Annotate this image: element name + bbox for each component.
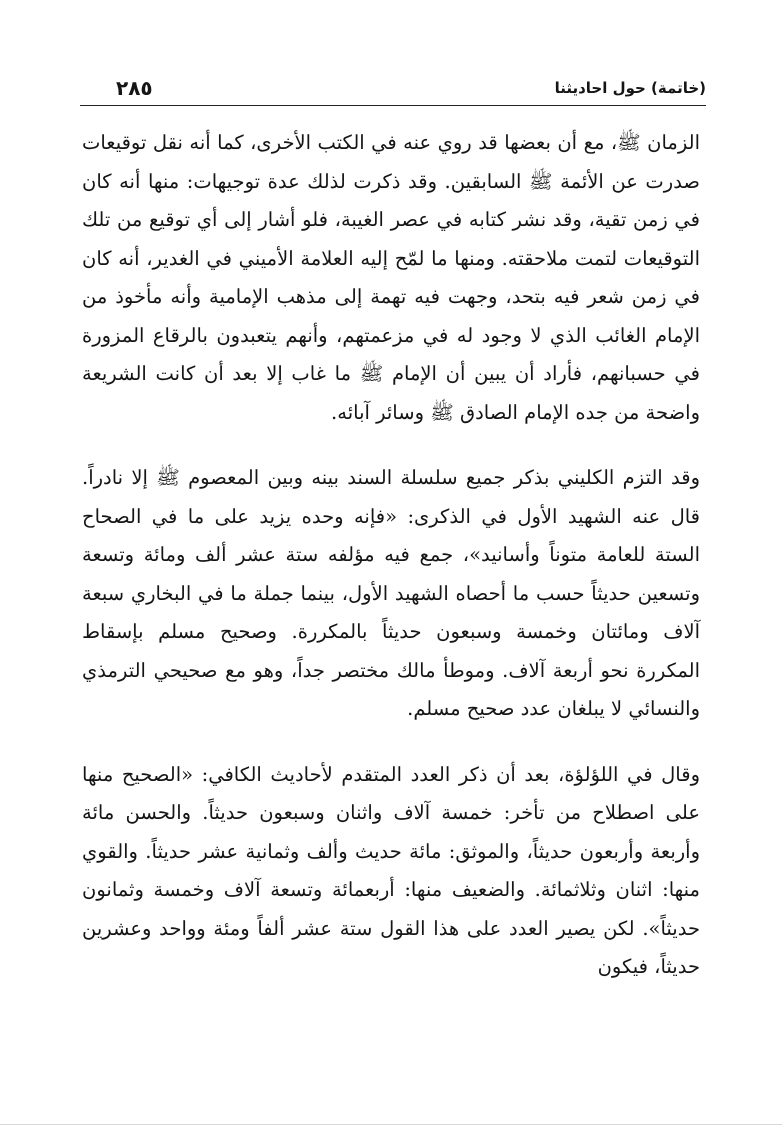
paragraph-2: وقد التزم الكليني بذكر جميع سلسلة السند بينه وبين المعصوم ﷺ إلا نادراً. قال عنه الشهيد الأول في الذكرى: «فإنه وحده يزيد على ما في الصحاح الستة للعامة متوناً وأسانيد»، جمع فيه مؤلفه ستة عشر ألف ومائة وتسعة وتسعين حديثاً حسب ما أحصاه الشهيد الأول، بينما جملة ما في البخاري سبعة آلاف ومائتان وخمسة وسبعون حديثاً بالمكررة. وصحيح مسلم بإسقاط المكررة نحو أربعة آلاف. وموطأ مالك مختصر جداً، وهو مع صحيحي الترمذي والنسائي لا يبلغان عدد صحيح مسلم. [82,466,700,720]
paragraph-1: الزمان ﷺ، مع أن بعضها قد روي عنه في الكتب الأخرى، كما أنه نقل توقيعات صدرت عن الأئمة ﷺ السابقين. وقد ذكرت لذلك عدة توجيهات: منها أنه كان في زمن تقية، وقد نشر كتابه في عصر الغيبة، فلو أشار إلى أي توقيع من تلك التوقيعات لتمت ملاحقته. ومنها ما لمّح إليه العلامة الأميني في الغدير، أنه كان في زمن شعر فيه بتحد، وجهت فيه تهمة إلى مذهب الإمامية وأنه مأخوذ من الإمام الغائب الذي لا وجود له في مزعمتهم، وأنهم يتعبدون بالرقاع المزورة في حسبانهم، فأراد أن يبين أن الإمام ﷺ ما غاب إلا بعد أن كانت الشريعة واضحة من جده الإمام الصادق ﷺ وسائر آبائه. [82,131,700,424]
page-number: ٢٨٥ [116,76,153,100]
running-title: (خاتمة) حول احاديثنا [554,79,706,97]
header-divider [80,105,706,106]
page-header [80,66,706,106]
page-bottom-edge [0,1124,782,1125]
body-text [82,124,700,987]
paragraph-3: وقال في اللؤلؤة، بعد أن ذكر العدد المتقدم لأحاديث الكافي: «الصحيح منها على اصطلاح من تأخر: خمسة آلاف واثنان وسبعون حديثاً. والحسن مائة وأربعة وأربعون حديثاً، والموثق: مائة حديث وألف وثمانية عشر حديثاً. والقوي منها: اثنان وثلاثمائة. والضعيف منها: أربعمائة وتسعة آلاف وخمسة وثمانون حديثاً». لكن يصير العدد على هذا القول ستة عشر ألفاً ومئة وواحد وعشرين حديثاً، فيكون [82,762,700,978]
